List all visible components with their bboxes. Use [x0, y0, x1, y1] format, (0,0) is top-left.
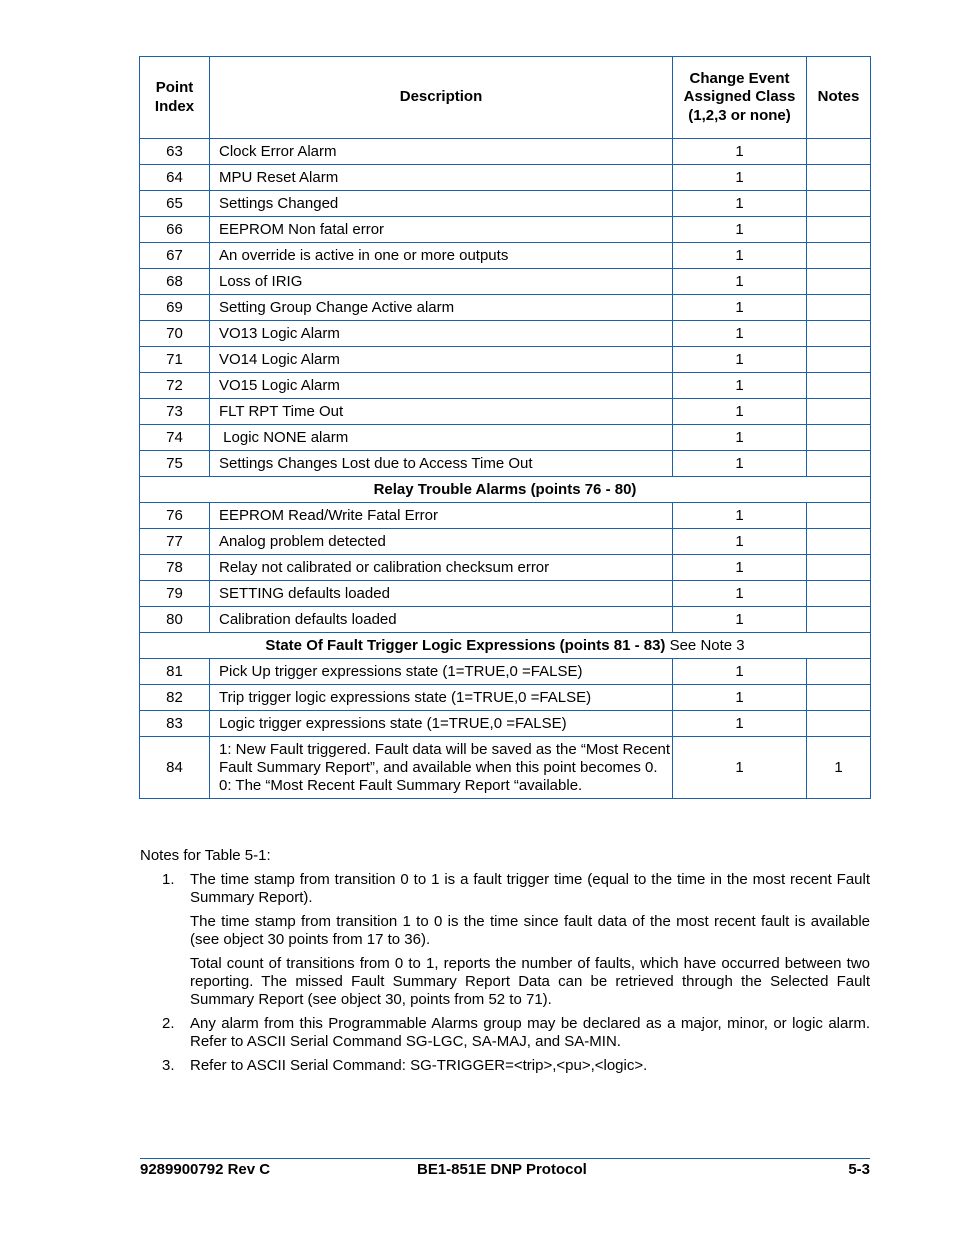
note-number: 3. — [162, 1057, 175, 1074]
class-cell: 1 — [673, 425, 807, 451]
point-index-cell: 80 — [140, 607, 210, 633]
description-cell: Calibration defaults loaded — [210, 607, 673, 633]
notes-cell — [807, 243, 871, 269]
class-cell: 1 — [673, 737, 807, 799]
point-index-cell: 81 — [140, 659, 210, 685]
class-cell: 1 — [673, 529, 807, 555]
description-cell: Settings Changed — [210, 191, 673, 217]
description-cell: VO14 Logic Alarm — [210, 347, 673, 373]
point-index-cell: 67 — [140, 243, 210, 269]
notes-cell — [807, 217, 871, 243]
table-row — [140, 451, 871, 477]
class-cell: 1 — [673, 607, 807, 633]
table-header-row — [140, 57, 871, 139]
section-header-fault-trigger — [140, 633, 871, 659]
notes-cell — [807, 269, 871, 295]
class-cell: 1 — [673, 217, 807, 243]
description-cell: MPU Reset Alarm — [210, 165, 673, 191]
table-row — [140, 139, 871, 165]
notes-cell — [807, 165, 871, 191]
description-cell: Logic NONE alarm — [210, 425, 673, 451]
class-cell: 1 — [673, 581, 807, 607]
table-row — [140, 659, 871, 685]
description-cell: Relay not calibrated or calibration checksum error — [210, 555, 673, 581]
description-cell: VO15 Logic Alarm — [210, 373, 673, 399]
notes-cell — [807, 191, 871, 217]
class-cell: 1 — [673, 295, 807, 321]
point-index-cell: 78 — [140, 555, 210, 581]
footer-doc-number: 9289900792 Rev C — [140, 1161, 271, 1178]
point-index-cell: 77 — [140, 529, 210, 555]
notes-cell — [807, 581, 871, 607]
notes-cell — [807, 607, 871, 633]
class-cell: 1 — [673, 503, 807, 529]
class-cell: 1 — [673, 685, 807, 711]
description-cell: EEPROM Non fatal error — [210, 217, 673, 243]
header-point-index: Point Index — [140, 57, 210, 139]
table-row — [140, 685, 871, 711]
notes-cell — [807, 529, 871, 555]
point-index-cell: 74 — [140, 425, 210, 451]
footer-page-number: 5-3 — [848, 1161, 870, 1178]
point-index-cell: 83 — [140, 711, 210, 737]
table-row — [140, 191, 871, 217]
header-notes: Notes — [807, 57, 871, 139]
table-row — [140, 581, 871, 607]
table-row — [140, 425, 871, 451]
points-table — [139, 56, 871, 799]
table-row — [140, 555, 871, 581]
class-cell: 1 — [673, 191, 807, 217]
note-paragraph: The time stamp from transition 0 to 1 is a fault trigger time (equal to the time in the most recent Fault Summary Report). — [190, 871, 870, 906]
class-cell: 1 — [673, 243, 807, 269]
notes-cell — [807, 139, 871, 165]
description-cell: Loss of IRIG — [210, 269, 673, 295]
table-row — [140, 295, 871, 321]
table-row — [140, 165, 871, 191]
note-item — [140, 1057, 870, 1075]
note-paragraph: Total count of transitions from 0 to 1, reports the number of faults, which have occurred between two reporting. The missed Fault Summary Report Data can be retrieved through the Selected Fault Summary Report (see object 30, points from 52 to 71). — [190, 955, 870, 1008]
description-cell: Settings Changes Lost due to Access Time Out — [210, 451, 673, 477]
description-cell — [210, 737, 673, 799]
point-index-cell: 76 — [140, 503, 210, 529]
section-title-bold: State Of Fault Trigger Logic Expressions (points 81 - 83) — [265, 636, 666, 654]
class-cell: 1 — [673, 321, 807, 347]
class-cell: 1 — [673, 139, 807, 165]
notes-cell — [807, 321, 871, 347]
class-cell: 1 — [673, 165, 807, 191]
class-cell: 1 — [673, 269, 807, 295]
description-cell: VO13 Logic Alarm — [210, 321, 673, 347]
class-cell: 1 — [673, 711, 807, 737]
notes-cell — [807, 425, 871, 451]
class-cell: 1 — [673, 399, 807, 425]
note-number: 1. — [162, 871, 175, 888]
description-cell: Setting Group Change Active alarm — [210, 295, 673, 321]
note-item — [140, 871, 870, 1009]
table-notes — [140, 847, 870, 1081]
description-cell: EEPROM Read/Write Fatal Error — [210, 503, 673, 529]
point-index-cell: 69 — [140, 295, 210, 321]
description-cell: SETTING defaults loaded — [210, 581, 673, 607]
section-note-ref: See Note 3 — [665, 636, 745, 654]
table-row — [140, 347, 871, 373]
table-row — [140, 321, 871, 347]
point-index-cell: 75 — [140, 451, 210, 477]
note-paragraph: The time stamp from transition 1 to 0 is the time since fault data of the most recent fault is available (see object 30 points from 17 to 36). — [190, 913, 870, 948]
table-row — [140, 243, 871, 269]
notes-list — [140, 871, 870, 1075]
point-index-cell: 79 — [140, 581, 210, 607]
notes-cell — [807, 659, 871, 685]
description-cell: Trip trigger logic expressions state (1=TRUE,0 =FALSE) — [210, 685, 673, 711]
description-cell: Clock Error Alarm — [210, 139, 673, 165]
point-index-cell: 66 — [140, 217, 210, 243]
description-cell: FLT RPT Time Out — [210, 399, 673, 425]
notes-cell — [807, 399, 871, 425]
table-row — [140, 711, 871, 737]
notes-cell — [807, 295, 871, 321]
page-footer — [140, 1158, 870, 1182]
description-cell: An override is active in one or more outputs — [210, 243, 673, 269]
note-paragraph: Any alarm from this Programmable Alarms group may be declared as a major, minor, or logic alarm. Refer to ASCII Serial Command SG-LGC, SA-MAJ, and SA-MIN. — [190, 1015, 870, 1050]
footer-title: BE1-851E DNP Protocol — [417, 1161, 587, 1178]
section-title — [140, 633, 871, 659]
point-index-cell: 65 — [140, 191, 210, 217]
class-cell: 1 — [673, 555, 807, 581]
description-cell: Analog problem detected — [210, 529, 673, 555]
header-change-event-class: Change Event Assigned Class (1,2,3 or none) — [673, 57, 807, 139]
point-index-cell: 84 — [140, 737, 210, 799]
class-cell: 1 — [673, 659, 807, 685]
table-row — [140, 607, 871, 633]
section-title: Relay Trouble Alarms (points 76 - 80) — [140, 477, 871, 503]
notes-cell — [807, 451, 871, 477]
class-cell: 1 — [673, 347, 807, 373]
point-index-cell: 82 — [140, 685, 210, 711]
note-number: 2. — [162, 1015, 175, 1032]
point-index-cell: 71 — [140, 347, 210, 373]
point-index-cell: 70 — [140, 321, 210, 347]
description-line: 0: The “Most Recent Fault Summary Report “available. — [219, 777, 583, 794]
table-row — [140, 217, 871, 243]
point-index-cell: 73 — [140, 399, 210, 425]
notes-cell — [807, 711, 871, 737]
point-index-cell: 72 — [140, 373, 210, 399]
notes-cell — [807, 685, 871, 711]
notes-cell — [807, 347, 871, 373]
table-row — [140, 269, 871, 295]
class-cell: 1 — [673, 373, 807, 399]
notes-cell — [807, 373, 871, 399]
note-item — [140, 1015, 870, 1051]
note-paragraph: Refer to ASCII Serial Command: SG-TRIGGER=<trip>,<pu>,<logic>. — [190, 1057, 648, 1074]
notes-cell: 1 — [807, 737, 871, 799]
notes-cell — [807, 503, 871, 529]
notes-heading: Notes for Table 5-1: — [140, 847, 271, 864]
table-row — [140, 529, 871, 555]
header-description: Description — [210, 57, 673, 139]
class-cell: 1 — [673, 451, 807, 477]
section-header-relay-trouble — [140, 477, 871, 503]
description-line: 1: New Fault triggered. Fault data will be saved as the “Most Recent Fault Summary Report”, and available when this point becomes 0. — [219, 741, 671, 776]
point-index-cell: 64 — [140, 165, 210, 191]
table-row — [140, 737, 871, 799]
table-row — [140, 373, 871, 399]
point-index-cell: 68 — [140, 269, 210, 295]
table-row — [140, 503, 871, 529]
table-row — [140, 399, 871, 425]
description-cell: Pick Up trigger expressions state (1=TRUE,0 =FALSE) — [210, 659, 673, 685]
description-cell: Logic trigger expressions state (1=TRUE,0 =FALSE) — [210, 711, 673, 737]
point-index-cell: 63 — [140, 139, 210, 165]
notes-cell — [807, 555, 871, 581]
